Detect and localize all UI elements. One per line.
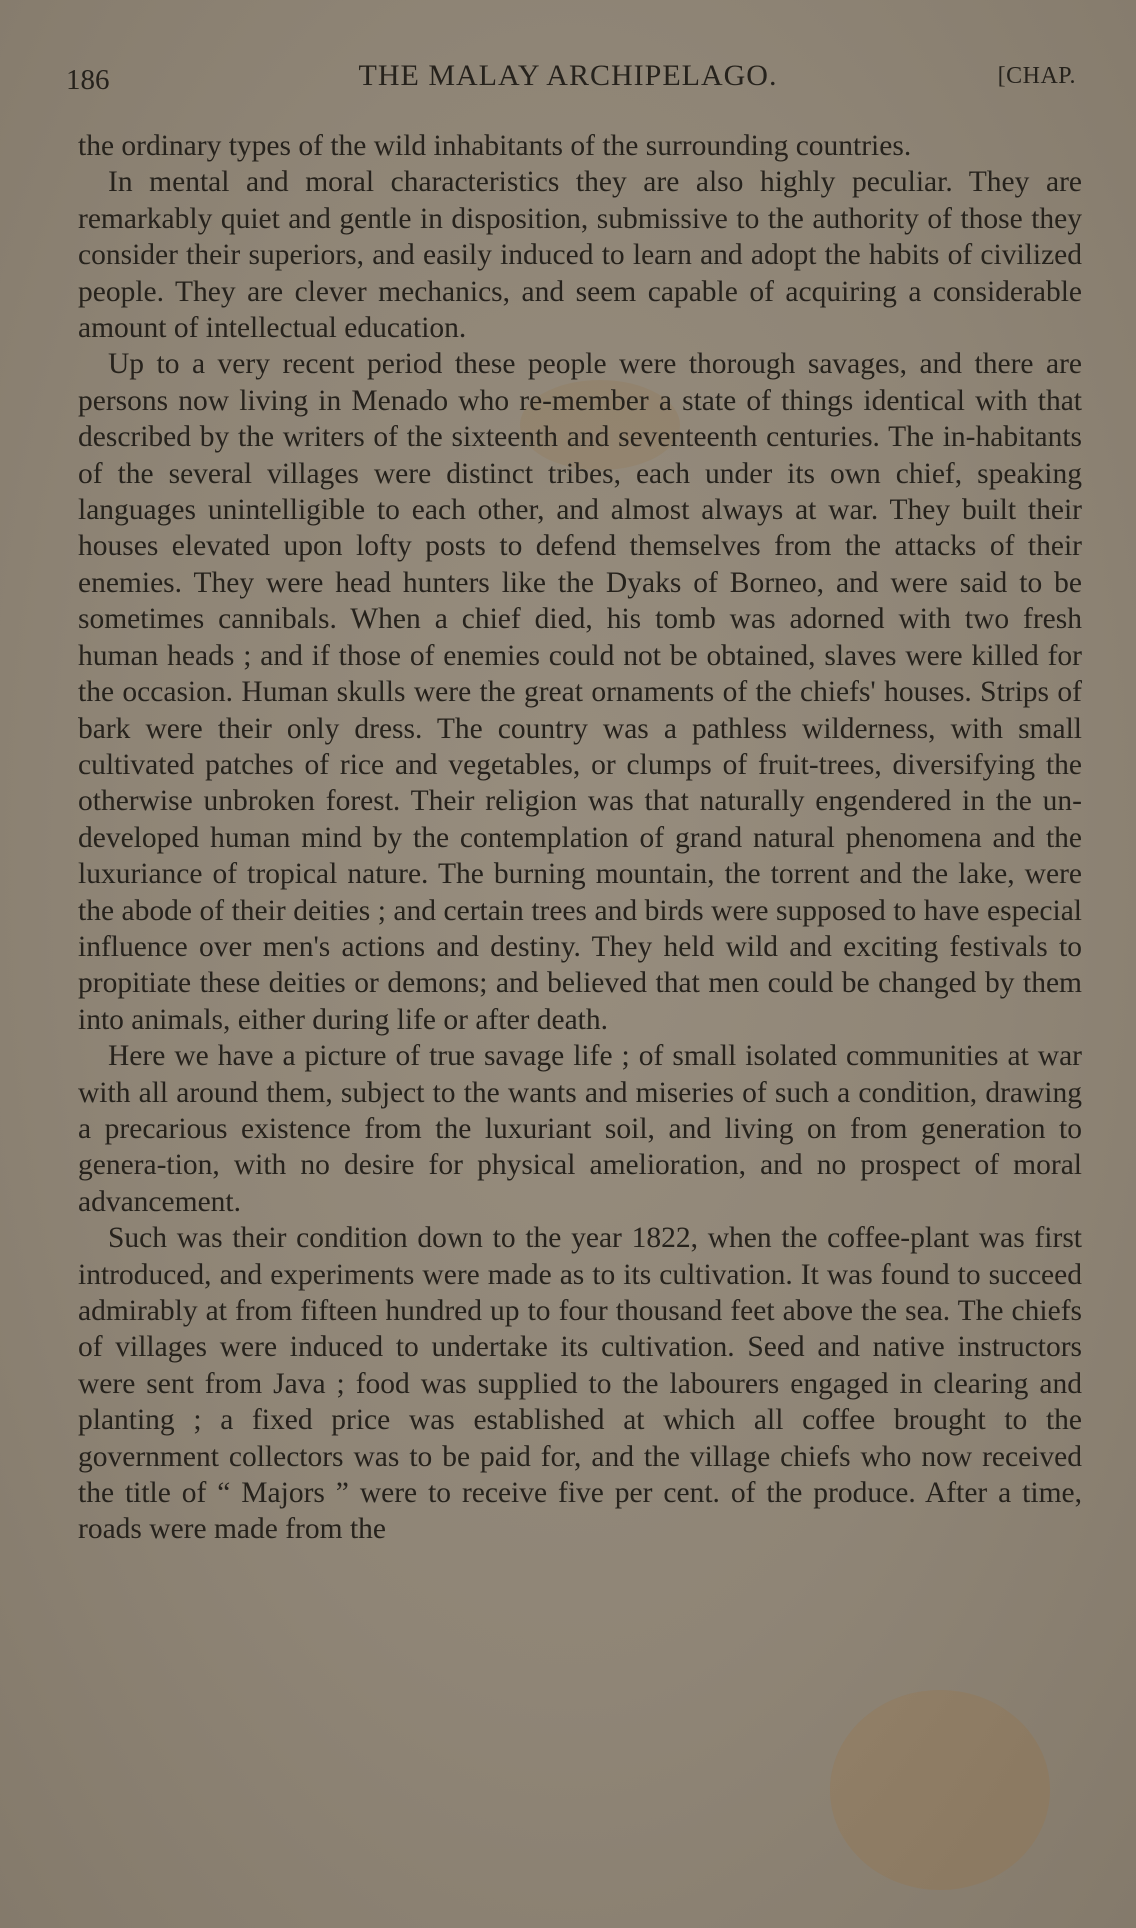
paragraph-savage-life: Here we have a picture of true savage life ; of small isolated communities at war with all around them, subject to the wants and miseries of such a condition, drawing a precarious existence from the luxuriant soil, and living on from generation to genera-tion, with no desire for physical amelioration, and no prospect of moral advancement. <box>78 1040 1082 1218</box>
paragraph-coffee-introduction: Such was their condition down to the year 1822, when the coffee-plant was first introduced, and experiments were made as to its cultivation. It was found to succeed admirably at from fifteen hundred up to four thousand feet above the sea. The chiefs of villages were induced to undertake its cultivation. Seed and native instructors were sent from Java ; food was supplied to the labourers engaged in clearing and planting ; a fixed price was established at which all coffee brought to the government collectors was to be paid for, and the village chiefs who now received the title of “ Majors ” were to receive five per cent. of the produce. After a time, roads were made from the <box>78 1222 1082 1546</box>
paragraph-continuation: the ordinary types of the wild inhabitants of the surrounding countries. <box>78 130 912 162</box>
paper-stain <box>830 1690 1050 1890</box>
paragraph-savage-history: Up to a very recent period these people were thorough savages, and there are persons now living in Menado who re-member a state of things identical with that described by the writers of the sixteenth and seventeenth centuries. The in-habitants of the several villages were distinct tribes, each under its own chief, speaking languages unintelligible to each other, and almost always at war. They built their houses elevated upon lofty posts to defend themselves from the attacks of their enemies. They were head hunters like the Dyaks of Borneo, and were said to be sometimes cannibals. When a chief died, his tomb was adorned with two fresh human heads ; and if those of enemies could not be obtained, slaves were killed for the occasion. Human skulls were the great ornaments of the chiefs' houses. Strips of bark were their only dress. The country was a pathless wilderness, with small cultivated patches of rice and vegetables, or clumps of fruit-trees, diversifying the otherwise unbroken forest. Their religion was that naturally engendered in the un-developed human mind by the contemplation of grand natural phenomena and the luxuriance of tropical nature. The burning mountain, the torrent and the lake, were the abode of their deities ; and certain trees and birds were supposed to have especial influence over men's actions and destiny. They held wild and exciting festivals to propitiate these deities or demons; and believed that men could be changed by them into animals, either during life or after death. <box>78 348 1082 1036</box>
chapter-label: [CHAP. <box>997 63 1076 89</box>
body-text <box>78 128 1082 1548</box>
running-head <box>0 56 1136 96</box>
book-title: THE MALAY ARCHIPELAGO. <box>358 59 778 92</box>
page-number: 186 <box>66 64 110 96</box>
paragraph-mental-moral: In mental and moral characteristics they are also highly peculiar. They are remarkably quiet and gentle in disposition, submissive to the authority of those they consider their superiors, and easily induced to learn and adopt the habits of civilized people. They are clever mechanics, and seem capable of acquiring a considerable amount of intellectual education. <box>78 166 1082 345</box>
